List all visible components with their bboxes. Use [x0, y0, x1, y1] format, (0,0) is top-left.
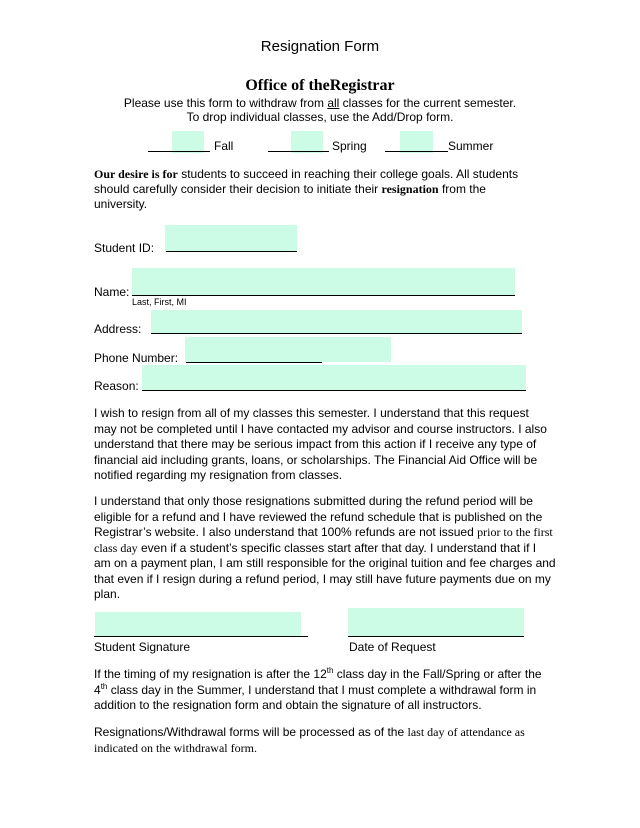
paragraph-line: addition to the resignation form and obtain the signature of all instructors. [94, 698, 482, 712]
date-of-request-label: Date of Request [349, 640, 436, 654]
student-id-input[interactable] [165, 225, 297, 252]
office-heading: Office of theRegistrar [245, 77, 395, 94]
paragraph-line: am on a payment plan, I am still responsible for the original tuition and fee charges and [94, 556, 556, 570]
paragraph-text: 4 [94, 682, 101, 697]
phone-input[interactable] [185, 337, 391, 362]
student-signature-label: Student Signature [94, 640, 191, 654]
fall-field[interactable] [172, 131, 204, 153]
desire-text: university. [94, 197, 148, 211]
desire-paragraph [94, 167, 534, 212]
processing-paragraph [94, 725, 534, 756]
summer-line [385, 151, 448, 152]
reason-label: Reason: [94, 379, 139, 393]
paragraph-serif-line: indicated on the withdrawal form. [94, 740, 257, 755]
student-signature-input[interactable] [95, 612, 301, 636]
paragraph-text: class day in the Summer, I understand that I must complete a withdrawal form in [107, 682, 537, 697]
paragraph-line: may not be completed until I have contacted my advisor and course instructors. I also [94, 421, 547, 436]
name-label: Name: [94, 285, 130, 299]
timing-paragraph [94, 666, 542, 714]
spring-field[interactable] [291, 131, 323, 153]
summer-field[interactable] [400, 131, 433, 153]
superscript: th [100, 681, 108, 691]
intro-line-1 [0, 96, 640, 111]
address-input[interactable] [151, 310, 522, 334]
address-label: Address: [94, 322, 142, 336]
paragraph-line: financial aid including grants, loans, or scholarships. The Financial Aid Office will be [94, 452, 538, 467]
paragraph-line: eligible for a refund and I have reviewed the refund schedule that is published on the [94, 509, 543, 524]
intro-all: all [327, 96, 340, 110]
desire-resignation: resignation [381, 182, 439, 196]
paragraph-text: even if a student’s specific classes start after that day. I understand that if I [137, 540, 537, 555]
paragraph-serif-text: last day of attendance as [407, 725, 525, 739]
student-signature-line [94, 636, 308, 637]
desire-text: students to succeed in reaching their college goals. All students [177, 167, 519, 181]
name-line [132, 295, 515, 296]
name-hint: Last, First, MI [132, 297, 187, 307]
fall-line [148, 151, 210, 152]
paragraph-line: I understand that only those resignations submitted during the refund period will be [94, 494, 533, 508]
fall-label: Fall [214, 139, 234, 153]
superscript: th [326, 666, 334, 675]
intro-text: classes for the current semester. [339, 96, 517, 110]
acknowledgement-paragraph-1 [94, 406, 547, 484]
intro-text: Please use this form to withdraw from [123, 96, 328, 110]
address-line [151, 333, 522, 334]
desire-text: from the [438, 182, 486, 196]
form-title: Resignation Form [260, 38, 380, 55]
paragraph-line: plan. [94, 587, 121, 601]
student-id-label: Student ID: [94, 241, 155, 255]
reason-input[interactable] [142, 365, 526, 391]
name-input[interactable] [132, 268, 515, 295]
phone-label: Phone Number: [94, 351, 179, 365]
spring-label: Spring [332, 139, 367, 153]
paragraph-line: notified regarding my resignation from classes. [94, 468, 343, 482]
phone-line [186, 362, 322, 363]
date-of-request-input[interactable] [348, 608, 524, 636]
student-id-line [166, 251, 297, 252]
paragraph-serif-text: class day [94, 540, 138, 555]
summer-label: Summer [448, 139, 494, 153]
paragraph-text: class day in the Fall/Spring or after the [333, 667, 542, 681]
paragraph-line: I wish to resign from all of my classes this semester. I understand that this request [94, 406, 529, 420]
desire-text: should carefully consider their decision to initiate their [94, 182, 382, 196]
paragraph-line: understand that there may be serious impact from this action if I receive any type of [94, 437, 537, 451]
reason-line [142, 390, 526, 391]
paragraph-serif-text: prior to the first [477, 525, 553, 539]
intro-line-2: To drop individual classes, use the Add/Drop form. [186, 110, 454, 124]
paragraph-text: Registrar’s website. I also understand that 100% refunds are not issued [94, 525, 478, 539]
paragraph-line: that even if I resign during a refund period, I may still have future payments due on my [94, 571, 551, 586]
spring-line [268, 151, 329, 152]
paragraph-text: If the timing of my resignation is after the 12 [94, 667, 327, 681]
acknowledgement-paragraph-2 [94, 494, 556, 603]
desire-bold: Our desire is for [94, 167, 178, 181]
paragraph-text: Resignations/Withdrawal forms will be processed as of the [94, 725, 408, 739]
date-of-request-line [348, 636, 524, 637]
